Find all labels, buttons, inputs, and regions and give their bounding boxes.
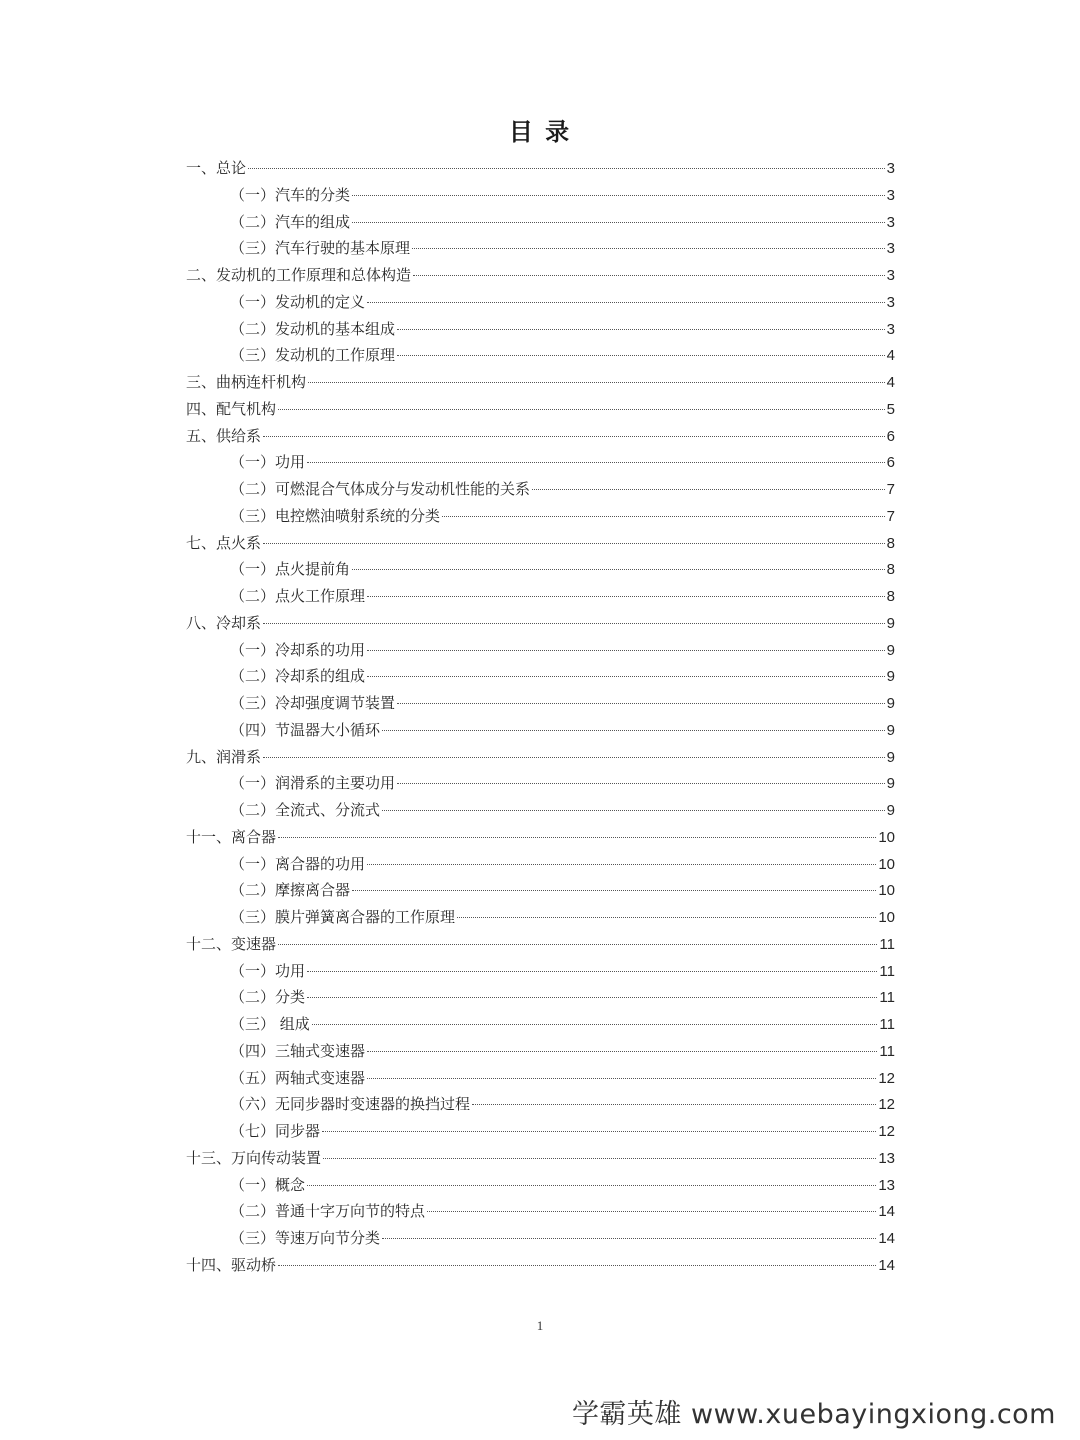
toc-entry-label: （二）摩擦离合器 <box>230 881 351 900</box>
toc-entry-label: （二）汽车的组成 <box>230 212 351 231</box>
toc-dot-leader <box>413 275 885 276</box>
toc-entry-label: （五）两轴式变速器 <box>230 1068 366 1087</box>
toc-entry-label: 五、供给系 <box>186 426 262 445</box>
toc-dot-leader <box>532 489 885 490</box>
toc-dot-leader <box>352 890 876 891</box>
toc-section-entry[interactable] <box>186 770 895 797</box>
toc-entry-label: （四）节温器大小循环 <box>230 720 381 739</box>
toc-dot-leader <box>278 409 885 410</box>
toc-chapter-entry[interactable] <box>186 1252 895 1279</box>
toc-section-entry[interactable] <box>186 717 895 744</box>
toc-section-entry[interactable] <box>186 449 895 476</box>
toc-entry-page-number: 11 <box>879 1042 895 1060</box>
toc-entry-label: （二）普通十字万向节的特点 <box>230 1202 426 1221</box>
toc-section-entry[interactable] <box>186 663 895 690</box>
toc-entry-label: （三）等速万向节分类 <box>230 1229 381 1247</box>
toc-entry-label: 十一、离合器 <box>186 827 277 846</box>
toc-entry-page-number: 10 <box>878 828 895 846</box>
toc-dot-leader <box>397 329 885 330</box>
toc-section-entry[interactable] <box>186 289 895 316</box>
toc-entry-page-number: 12 <box>878 1096 895 1114</box>
toc-chapter-entry[interactable] <box>186 396 895 423</box>
toc-entry-label: （三）汽车行驶的基本原理 <box>230 239 411 258</box>
toc-entry-page-number: 3 <box>886 213 895 231</box>
toc-entry-page-number: 14 <box>878 1230 895 1247</box>
toc-entry-label: （二）点火工作原理 <box>230 587 366 605</box>
toc-dot-leader <box>307 997 877 998</box>
toc-entry-page-number: 3 <box>886 240 895 258</box>
toc-section-entry[interactable] <box>186 1011 895 1038</box>
toc-entry-label: （二）全流式、分流式 <box>230 801 381 819</box>
toc-entry-label: （二）可燃混合气体成分与发动机性能的关系 <box>230 480 531 498</box>
toc-dot-leader <box>352 222 885 223</box>
toc-entry-label: 八、冷却系 <box>186 613 262 632</box>
toc-entry-page-number: 4 <box>886 374 895 391</box>
toc-entry-label: （一）汽车的分类 <box>230 185 351 204</box>
toc-entry-label: （一）概念 <box>230 1175 306 1194</box>
toc-entry-page-number: 9 <box>886 721 895 739</box>
toc-section-entry[interactable] <box>186 797 895 824</box>
toc-entry-label: （二）发动机的基本组成 <box>230 319 396 338</box>
toc-section-entry[interactable] <box>186 209 895 236</box>
toc-entry-page-number: 8 <box>886 561 895 579</box>
toc-dot-leader <box>367 1051 877 1052</box>
toc-dot-leader <box>367 302 885 303</box>
toc-entry-page-number: 9 <box>886 802 895 819</box>
toc-entry-label: （一）润滑系的主要功用 <box>230 774 396 793</box>
toc-dot-leader <box>442 516 885 517</box>
toc-entry-page-number: 5 <box>886 400 895 418</box>
toc-entry-page-number: 10 <box>878 882 895 900</box>
toc-entry-page-number: 10 <box>878 909 895 926</box>
toc-dot-leader <box>308 382 885 383</box>
toc-dot-leader <box>307 971 877 972</box>
toc-dot-leader <box>382 730 885 731</box>
toc-entry-label: 一、总论 <box>186 159 247 177</box>
toc-section-entry[interactable] <box>186 904 895 931</box>
toc-entry-page-number: 8 <box>886 534 895 552</box>
toc-dot-leader <box>367 596 885 597</box>
toc-entry-page-number: 6 <box>886 454 895 472</box>
toc-entry-label: 十三、万向传动装置 <box>186 1148 322 1167</box>
toc-entry-label: 三、曲柄连杆机构 <box>186 373 307 391</box>
toc-dot-leader <box>352 569 885 570</box>
toc-section-entry[interactable] <box>186 316 895 343</box>
toc-dot-leader <box>427 1211 876 1212</box>
toc-entry-page-number: 3 <box>886 267 895 284</box>
toc-entry-label: 七、点火系 <box>186 533 262 552</box>
toc-entry-page-number: 13 <box>878 1149 895 1167</box>
toc-dot-leader <box>307 1185 876 1186</box>
toc-section-entry[interactable] <box>186 984 895 1011</box>
toc-section-entry[interactable] <box>186 182 895 209</box>
toc-entry-label: （二）冷却系的组成 <box>230 667 366 686</box>
toc-entry-page-number: 11 <box>879 935 895 953</box>
toc-entry-page-number: 3 <box>886 186 895 204</box>
toc-entry-page-number: 3 <box>886 293 895 311</box>
toc-entry-page-number: 3 <box>886 160 895 177</box>
toc-entry-label: 十二、变速器 <box>186 934 277 953</box>
toc-dot-leader <box>397 703 885 704</box>
toc-chapter-entry[interactable] <box>186 530 895 557</box>
toc-entry-label: （三）冷却强度调节装置 <box>230 694 396 712</box>
toc-section-entry[interactable] <box>186 1091 895 1118</box>
page-number: 1 <box>536 1318 544 1333</box>
toc-chapter-entry[interactable] <box>186 824 895 851</box>
toc-section-entry[interactable] <box>186 235 895 262</box>
toc-entry-label: 二、发动机的工作原理和总体构造 <box>186 266 412 284</box>
toc-chapter-entry[interactable] <box>186 262 895 289</box>
toc-dot-leader <box>263 623 885 624</box>
toc-dot-leader <box>263 543 885 544</box>
toc-entry-page-number: 14 <box>878 1203 895 1221</box>
toc-section-entry[interactable] <box>186 958 895 985</box>
toc-entry-page-number: 12 <box>878 1069 895 1087</box>
toc-dot-leader <box>322 1131 876 1132</box>
toc-entry-page-number: 11 <box>879 1016 895 1033</box>
toc-chapter-entry[interactable] <box>186 369 895 396</box>
toc-dot-leader <box>278 944 877 945</box>
toc-entry-label: （七）同步器 <box>230 1122 321 1140</box>
toc-dot-leader <box>312 1024 878 1025</box>
toc-dot-leader <box>382 810 885 811</box>
toc-dot-leader <box>307 462 885 463</box>
toc-entry-label: （一）功用 <box>230 453 306 472</box>
toc-dot-leader <box>278 837 876 838</box>
toc-chapter-entry[interactable] <box>186 155 895 182</box>
toc-entry-page-number: 11 <box>879 962 895 980</box>
toc-entry-label: （四）三轴式变速器 <box>230 1041 366 1060</box>
toc-entry-label: （三）发动机的工作原理 <box>230 346 396 365</box>
toc-dot-leader <box>472 1104 876 1105</box>
toc-entry-page-number: 8 <box>886 588 895 605</box>
table-of-contents <box>186 155 895 1279</box>
toc-entry-page-number: 14 <box>878 1256 895 1274</box>
toc-section-entry[interactable] <box>186 583 895 610</box>
toc-dot-leader <box>352 195 885 196</box>
toc-entry-page-number: 9 <box>886 748 895 766</box>
toc-section-entry[interactable] <box>186 342 895 369</box>
toc-dot-leader <box>323 1158 876 1159</box>
toc-entry-label: 九、润滑系 <box>186 747 262 766</box>
toc-entry-page-number: 9 <box>886 641 895 659</box>
toc-entry-label: （一）离合器的功用 <box>230 854 366 873</box>
toc-entry-page-number: 7 <box>886 507 895 525</box>
toc-dot-leader <box>382 1238 876 1239</box>
toc-entry-label: （三）膜片弹簧离合器的工作原理 <box>230 908 456 926</box>
toc-entry-label: （一）冷却系的功用 <box>230 640 366 659</box>
toc-entry-page-number: 11 <box>879 989 895 1007</box>
toc-entry-page-number: 9 <box>886 668 895 686</box>
toc-dot-leader <box>397 355 885 356</box>
toc-chapter-entry[interactable] <box>186 610 895 637</box>
toc-entry-label: （三） 组成 <box>230 1015 310 1033</box>
toc-entry-page-number: 3 <box>886 320 895 338</box>
toc-dot-leader <box>263 436 885 437</box>
toc-dot-leader <box>457 917 876 918</box>
toc-section-entry[interactable] <box>186 1065 895 1092</box>
toc-section-entry[interactable] <box>186 851 895 878</box>
toc-entry-label: （六）无同步器时变速器的换挡过程 <box>230 1095 471 1114</box>
toc-section-entry[interactable] <box>186 637 895 664</box>
toc-section-entry[interactable] <box>186 556 895 583</box>
toc-section-entry[interactable] <box>186 877 895 904</box>
toc-dot-leader <box>278 1265 876 1266</box>
toc-dot-leader <box>367 676 885 677</box>
toc-entry-page-number: 6 <box>886 427 895 445</box>
toc-chapter-entry[interactable] <box>186 423 895 450</box>
toc-section-entry[interactable] <box>186 1225 895 1252</box>
toc-entry-page-number: 7 <box>886 481 895 498</box>
toc-section-entry[interactable] <box>186 1118 895 1145</box>
toc-dot-leader <box>367 864 876 865</box>
toc-entry-page-number: 12 <box>878 1123 895 1140</box>
toc-entry-page-number: 9 <box>886 695 895 712</box>
toc-section-entry[interactable] <box>186 476 895 503</box>
toc-section-entry[interactable] <box>186 1198 895 1225</box>
toc-section-entry[interactable] <box>186 690 895 717</box>
toc-entry-page-number: 13 <box>878 1176 895 1194</box>
toc-section-entry[interactable] <box>186 1172 895 1199</box>
toc-entry-label: 十四、驱动桥 <box>186 1255 277 1274</box>
toc-dot-leader <box>397 783 885 784</box>
toc-entry-page-number: 9 <box>886 775 895 793</box>
watermark: 学霸英雄 www.xuebayingxiong.com <box>571 1399 1056 1430</box>
toc-entry-label: （三）电控燃油喷射系统的分类 <box>230 506 441 525</box>
toc-entry-label: 四、配气机构 <box>186 399 277 418</box>
toc-section-entry[interactable] <box>186 1038 895 1065</box>
toc-entry-label: （一）功用 <box>230 961 306 980</box>
toc-dot-leader <box>248 168 885 169</box>
toc-chapter-entry[interactable] <box>186 931 895 958</box>
toc-entry-page-number: 10 <box>878 855 895 873</box>
toc-dot-leader <box>367 1078 876 1079</box>
toc-entry-label: （二）分类 <box>230 988 306 1007</box>
toc-entry-label: （一）发动机的定义 <box>230 292 366 311</box>
toc-dot-leader <box>412 248 885 249</box>
toc-entry-page-number: 9 <box>886 614 895 632</box>
toc-dot-leader <box>367 650 885 651</box>
toc-chapter-entry[interactable] <box>186 744 895 771</box>
toc-entry-page-number: 4 <box>886 347 895 365</box>
toc-dot-leader <box>263 757 885 758</box>
toc-section-entry[interactable] <box>186 503 895 530</box>
toc-title: 目 录 <box>508 118 572 146</box>
toc-entry-label: （一）点火提前角 <box>230 560 351 579</box>
toc-chapter-entry[interactable] <box>186 1145 895 1172</box>
